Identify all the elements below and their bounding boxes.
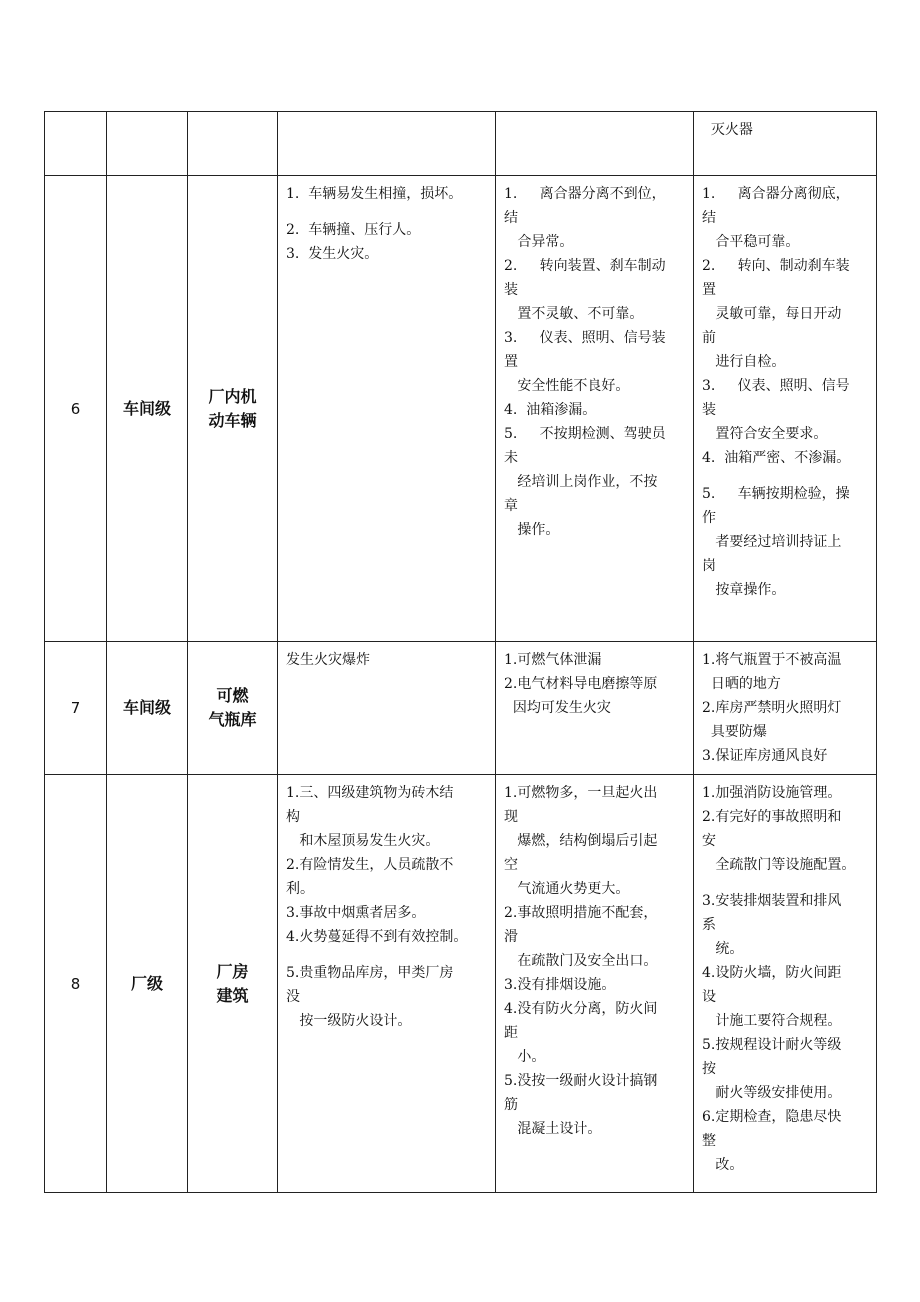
text-line: 章 xyxy=(504,498,518,514)
text-line xyxy=(286,949,489,961)
management-level: 车间级 xyxy=(107,176,188,642)
text-line: 2.事故照明措施不配套， xyxy=(504,905,658,921)
text-line: 3.保证库房通风良好 xyxy=(702,748,828,764)
text-line: 结 xyxy=(702,210,716,226)
text-line: 进行自检。 xyxy=(702,354,786,370)
text-line: 4.没有防火分离，防火间 xyxy=(504,1001,658,1017)
control-measures xyxy=(694,176,877,642)
text-line: 2.电气材料导电磨擦等原 xyxy=(504,676,658,692)
text-line: 6.定期检查，隐患尽快 xyxy=(702,1109,842,1125)
text-line: 利。 xyxy=(286,881,314,897)
text-line: 日晒的地方 xyxy=(702,676,781,692)
text-line: 4.火势蔓延得不到有效控制。 xyxy=(286,929,468,945)
hazard-causes xyxy=(496,112,694,176)
hazard-causes xyxy=(496,642,694,775)
text-line: 灭火器 xyxy=(702,122,753,138)
area-name xyxy=(188,176,278,642)
area-name-line: 动车辆 xyxy=(208,410,257,430)
text-line: 4. 油箱严密、不渗漏。 xyxy=(702,450,851,466)
text-line: 气流通火势更大。 xyxy=(504,881,630,897)
table-row xyxy=(45,775,877,1193)
text-line: 置符合安全要求。 xyxy=(702,426,828,442)
area-name-line: 厂房 xyxy=(216,961,249,981)
text-line: 1.三、四级建筑物为砖木结 xyxy=(286,785,454,801)
text-line: 现 xyxy=(504,809,518,825)
text-line: 和木屋顶易发生火灾。 xyxy=(286,833,440,849)
text-line: 改。 xyxy=(702,1157,744,1173)
text-line: 2. 车辆撞、压行人。 xyxy=(286,222,421,238)
text-line: 计施工要符合规程。 xyxy=(702,1013,842,1029)
text-line: 4.设防火墙，防火间距 xyxy=(702,965,842,981)
text-line: 3.安装排烟装置和排风 xyxy=(702,893,842,909)
text-line: 1. 车辆易发生相撞，损坏。 xyxy=(286,186,463,202)
hazard-causes xyxy=(496,775,694,1193)
text-line: 作 xyxy=(702,510,716,526)
text-line: 岗 xyxy=(702,558,716,574)
text-line: 合平稳可靠。 xyxy=(702,234,800,250)
text-line: 1.将气瓶置于不被高温 xyxy=(702,652,842,668)
text-line: 前 xyxy=(702,330,716,346)
text-line: 按 xyxy=(702,1061,716,1077)
area-name xyxy=(188,642,278,775)
text-line: 小。 xyxy=(504,1049,546,1065)
text-line: 5.贵重物品库房，甲类厂房 xyxy=(286,965,454,981)
text-line: 构 xyxy=(286,809,300,825)
text-line: 筋 xyxy=(504,1097,518,1113)
table-row xyxy=(45,642,877,775)
text-line: 装 xyxy=(702,402,716,418)
hazard-table xyxy=(44,111,877,1193)
row-number: 8 xyxy=(45,775,107,1193)
text-line: 具要防爆 xyxy=(702,724,767,740)
text-line: 整 xyxy=(702,1133,716,1149)
text-line: 因均可发生火灾 xyxy=(504,700,611,716)
text-line: 操作。 xyxy=(504,522,560,538)
hazard-description xyxy=(278,642,496,775)
text-line: 耐火等级安排使用。 xyxy=(702,1085,842,1101)
text-line: 安 xyxy=(702,833,716,849)
text-line: 3. 发生火灾。 xyxy=(286,246,379,262)
hazard-description xyxy=(278,112,496,176)
text-line: 1.可燃气体泄漏 xyxy=(504,652,602,668)
text-line xyxy=(286,206,489,218)
area-name-line: 厂内机 xyxy=(208,386,257,406)
hazard-description xyxy=(278,775,496,1193)
text-line: 未 xyxy=(504,450,518,466)
text-line: 发生火灾爆炸 xyxy=(286,652,370,668)
control-measures xyxy=(694,775,877,1193)
text-line: 1.加强消防设施管理。 xyxy=(702,785,842,801)
text-line: 装 xyxy=(504,282,518,298)
text-line: 经培训上岗作业，不按 xyxy=(504,474,658,490)
text-line: 2.有完好的事故照明和 xyxy=(702,809,842,825)
area-name-line: 气瓶库 xyxy=(208,710,257,729)
text-line: 5. 不按期检测、驾驶员 xyxy=(504,426,666,442)
text-line: 按章操作。 xyxy=(702,582,786,598)
text-line: 2.有险情发生，人员疏散不 xyxy=(286,857,454,873)
text-line: 2. 转向装置、刹车制动 xyxy=(504,258,666,274)
text-line: 4. 油箱渗漏。 xyxy=(504,402,597,418)
text-line: 爆燃，结构倒塌后引起 xyxy=(504,833,658,849)
text-line: 5. 车辆按期检验，操 xyxy=(702,486,850,502)
text-line: 5.没按一级耐火设计搞钢 xyxy=(504,1073,658,1089)
text-line xyxy=(702,470,870,482)
text-line: 2. 转向、制动刹车装 xyxy=(702,258,850,274)
text-line: 3. 仪表、照明、信号 xyxy=(702,378,850,394)
management-level: 厂级 xyxy=(107,775,188,1193)
text-line: 置 xyxy=(702,282,716,298)
row-number: 7 xyxy=(45,642,107,775)
text-line: 混凝土设计。 xyxy=(504,1121,602,1137)
text-line xyxy=(702,877,870,889)
management-level: 车间级 xyxy=(107,642,188,775)
row-number: 6 xyxy=(45,176,107,642)
text-line: 在疏散门及安全出口。 xyxy=(504,953,658,969)
control-measures xyxy=(694,112,877,176)
text-line: 设 xyxy=(702,989,716,1005)
text-line: 没 xyxy=(286,989,300,1005)
area-name-line: 可燃 xyxy=(216,686,249,705)
text-line: 置不灵敏、不可靠。 xyxy=(504,306,644,322)
management-level xyxy=(107,112,188,176)
text-line: 3. 仪表、照明、信号装 xyxy=(504,330,666,346)
area-name xyxy=(188,112,278,176)
table-row xyxy=(45,176,877,642)
hazard-causes xyxy=(496,176,694,642)
text-line: 空 xyxy=(504,857,518,873)
text-line: 按一级防火设计。 xyxy=(286,1013,412,1029)
text-line: 者要经过培训持证上 xyxy=(702,534,842,550)
text-line: 统。 xyxy=(702,941,744,957)
control-measures xyxy=(694,642,877,775)
text-line: 置 xyxy=(504,354,518,370)
text-line: 合异常。 xyxy=(504,234,574,250)
text-line: 滑 xyxy=(504,929,518,945)
text-line: 2.库房严禁明火照明灯 xyxy=(702,700,842,716)
table-row xyxy=(45,112,877,176)
hazard-description xyxy=(278,176,496,642)
text-line: 距 xyxy=(504,1025,518,1041)
text-line: 1.可燃物多，一旦起火出 xyxy=(504,785,658,801)
text-line: 系 xyxy=(702,917,716,933)
text-line: 1. 离合器分离不到位， xyxy=(504,186,666,202)
text-line: 3.没有排烟设施。 xyxy=(504,977,616,993)
row-number xyxy=(45,112,107,176)
area-name xyxy=(188,775,278,1193)
text-line: 5.按规程设计耐火等级 xyxy=(702,1037,842,1053)
text-line: 结 xyxy=(504,210,518,226)
text-line: 1. 离合器分离彻底， xyxy=(702,186,850,202)
text-line: 灵敏可靠，每日开动 xyxy=(702,306,842,322)
area-name-line: 建筑 xyxy=(216,985,249,1005)
text-line: 安全性能不良好。 xyxy=(504,378,630,394)
text-line: 全疏散门等设施配置。 xyxy=(702,857,856,873)
text-line: 3.事故中烟熏者居多。 xyxy=(286,905,426,921)
